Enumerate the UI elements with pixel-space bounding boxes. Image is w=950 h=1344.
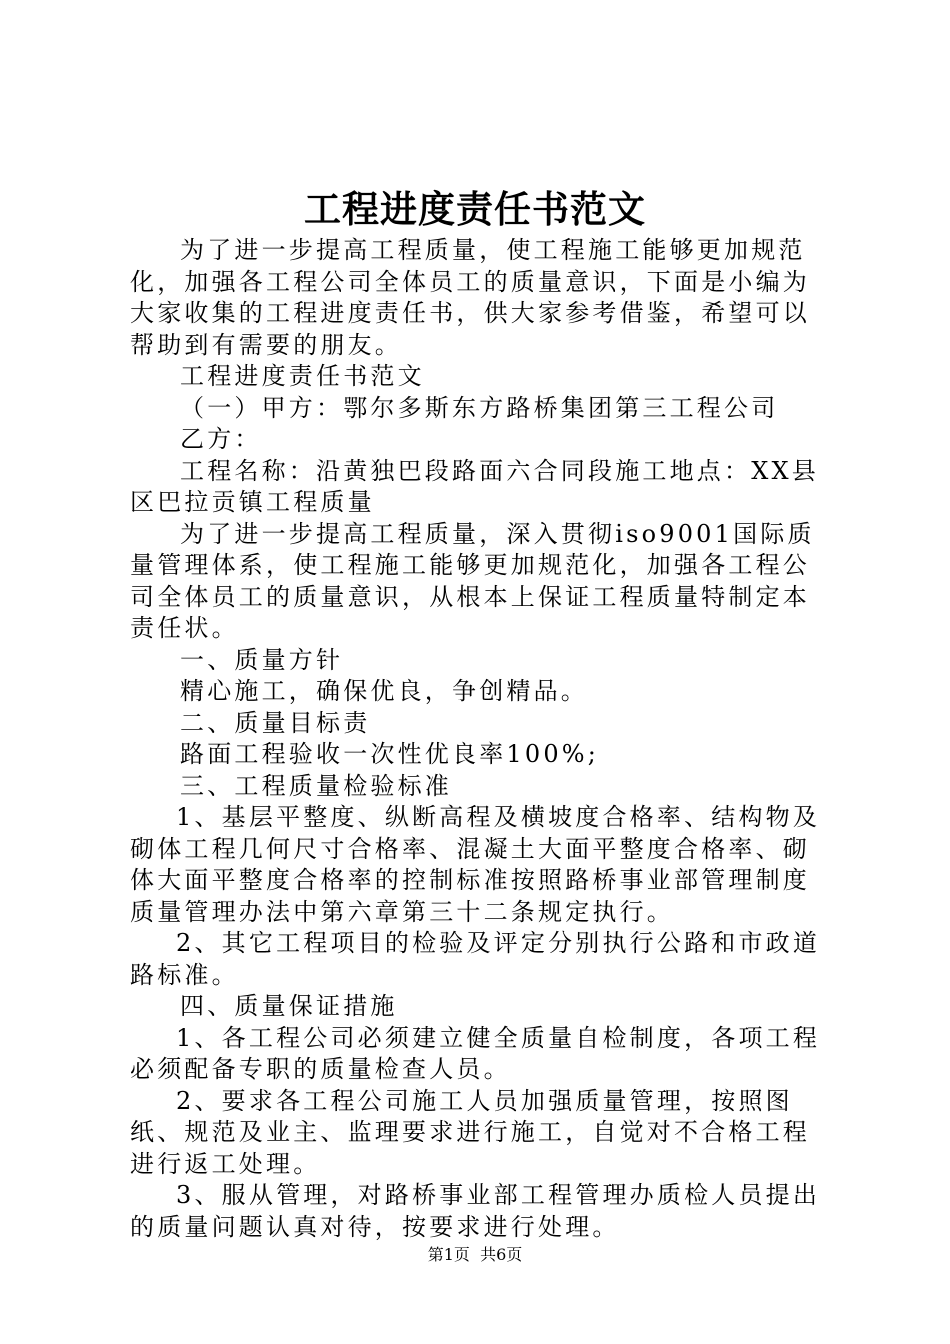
subtitle-line: 工程进度责任书范文	[180, 362, 425, 390]
page-total: 共6页	[480, 1245, 523, 1264]
list-item: 3、服从管理，对路桥事业部工程管理办质检人员提出的质量问题认真对待，按要求进行处理。	[130, 1181, 821, 1241]
list-item: 2、要求各工程公司施工人员加强质量管理，按照图纸、规范及业主、监理要求进行施工，自觉对不合格工程进行返工处理。	[130, 1086, 810, 1178]
document-body	[130, 235, 830, 1243]
list-item: 1、各工程公司必须建立健全质量自检制度，各项工程必须配备专职的质量检查人员。	[130, 1023, 821, 1083]
intro-paragraph: 为了进一步提高工程质量，使工程施工能够更加规范化，加强各工程公司全体员工的质量意识，下面是小编为大家收集的工程进度责任书，供大家参考借鉴，希望可以帮助到有需要的朋友。	[130, 236, 810, 359]
paragraph: 精心施工，确保优良，争创精品。	[180, 677, 588, 705]
project-name-line: 工程名称：沿黄独巴段路面六合同段施工地点：XX县区巴拉贡镇工程质量	[130, 456, 819, 516]
party-b-line: 乙方：	[180, 425, 262, 453]
page-number: 第1页	[427, 1245, 470, 1264]
party-a-line: （一）甲方：鄂尔多斯东方路桥集团第三工程公司	[180, 393, 779, 422]
purpose-paragraph: 为了进一步提高工程质量，深入贯彻iso9001国际质量管理体系，使工程施工能够更加规范化，加强各工程公司全体员工的质量意识，从根本上保证工程质量特制定本责任状。	[130, 519, 815, 642]
section-heading: 三、工程质量检验标准	[180, 771, 452, 800]
section-heading: 一、质量方针	[180, 645, 344, 674]
section-heading: 二、质量目标责	[180, 708, 371, 737]
paragraph: 路面工程验收一次性优良率100%;	[180, 740, 600, 768]
list-item: 1、基层平整度、纵断高程及横坡度合格率、结构物及砌体工程几何尺寸合格率、混凝土大面平整度合格率、砌体大面平整度合格率的控制标准按照路桥事业部管理制度质量管理办法中第六章第三十二条规定执行。	[130, 803, 821, 926]
document-title: 工程进度责任书范文	[304, 187, 646, 231]
section-heading: 四、质量保证措施	[180, 992, 398, 1020]
list-item: 2、其它工程项目的检验及评定分别执行公路和市政道路标准。	[130, 929, 821, 989]
page-footer	[0, 1244, 950, 1266]
